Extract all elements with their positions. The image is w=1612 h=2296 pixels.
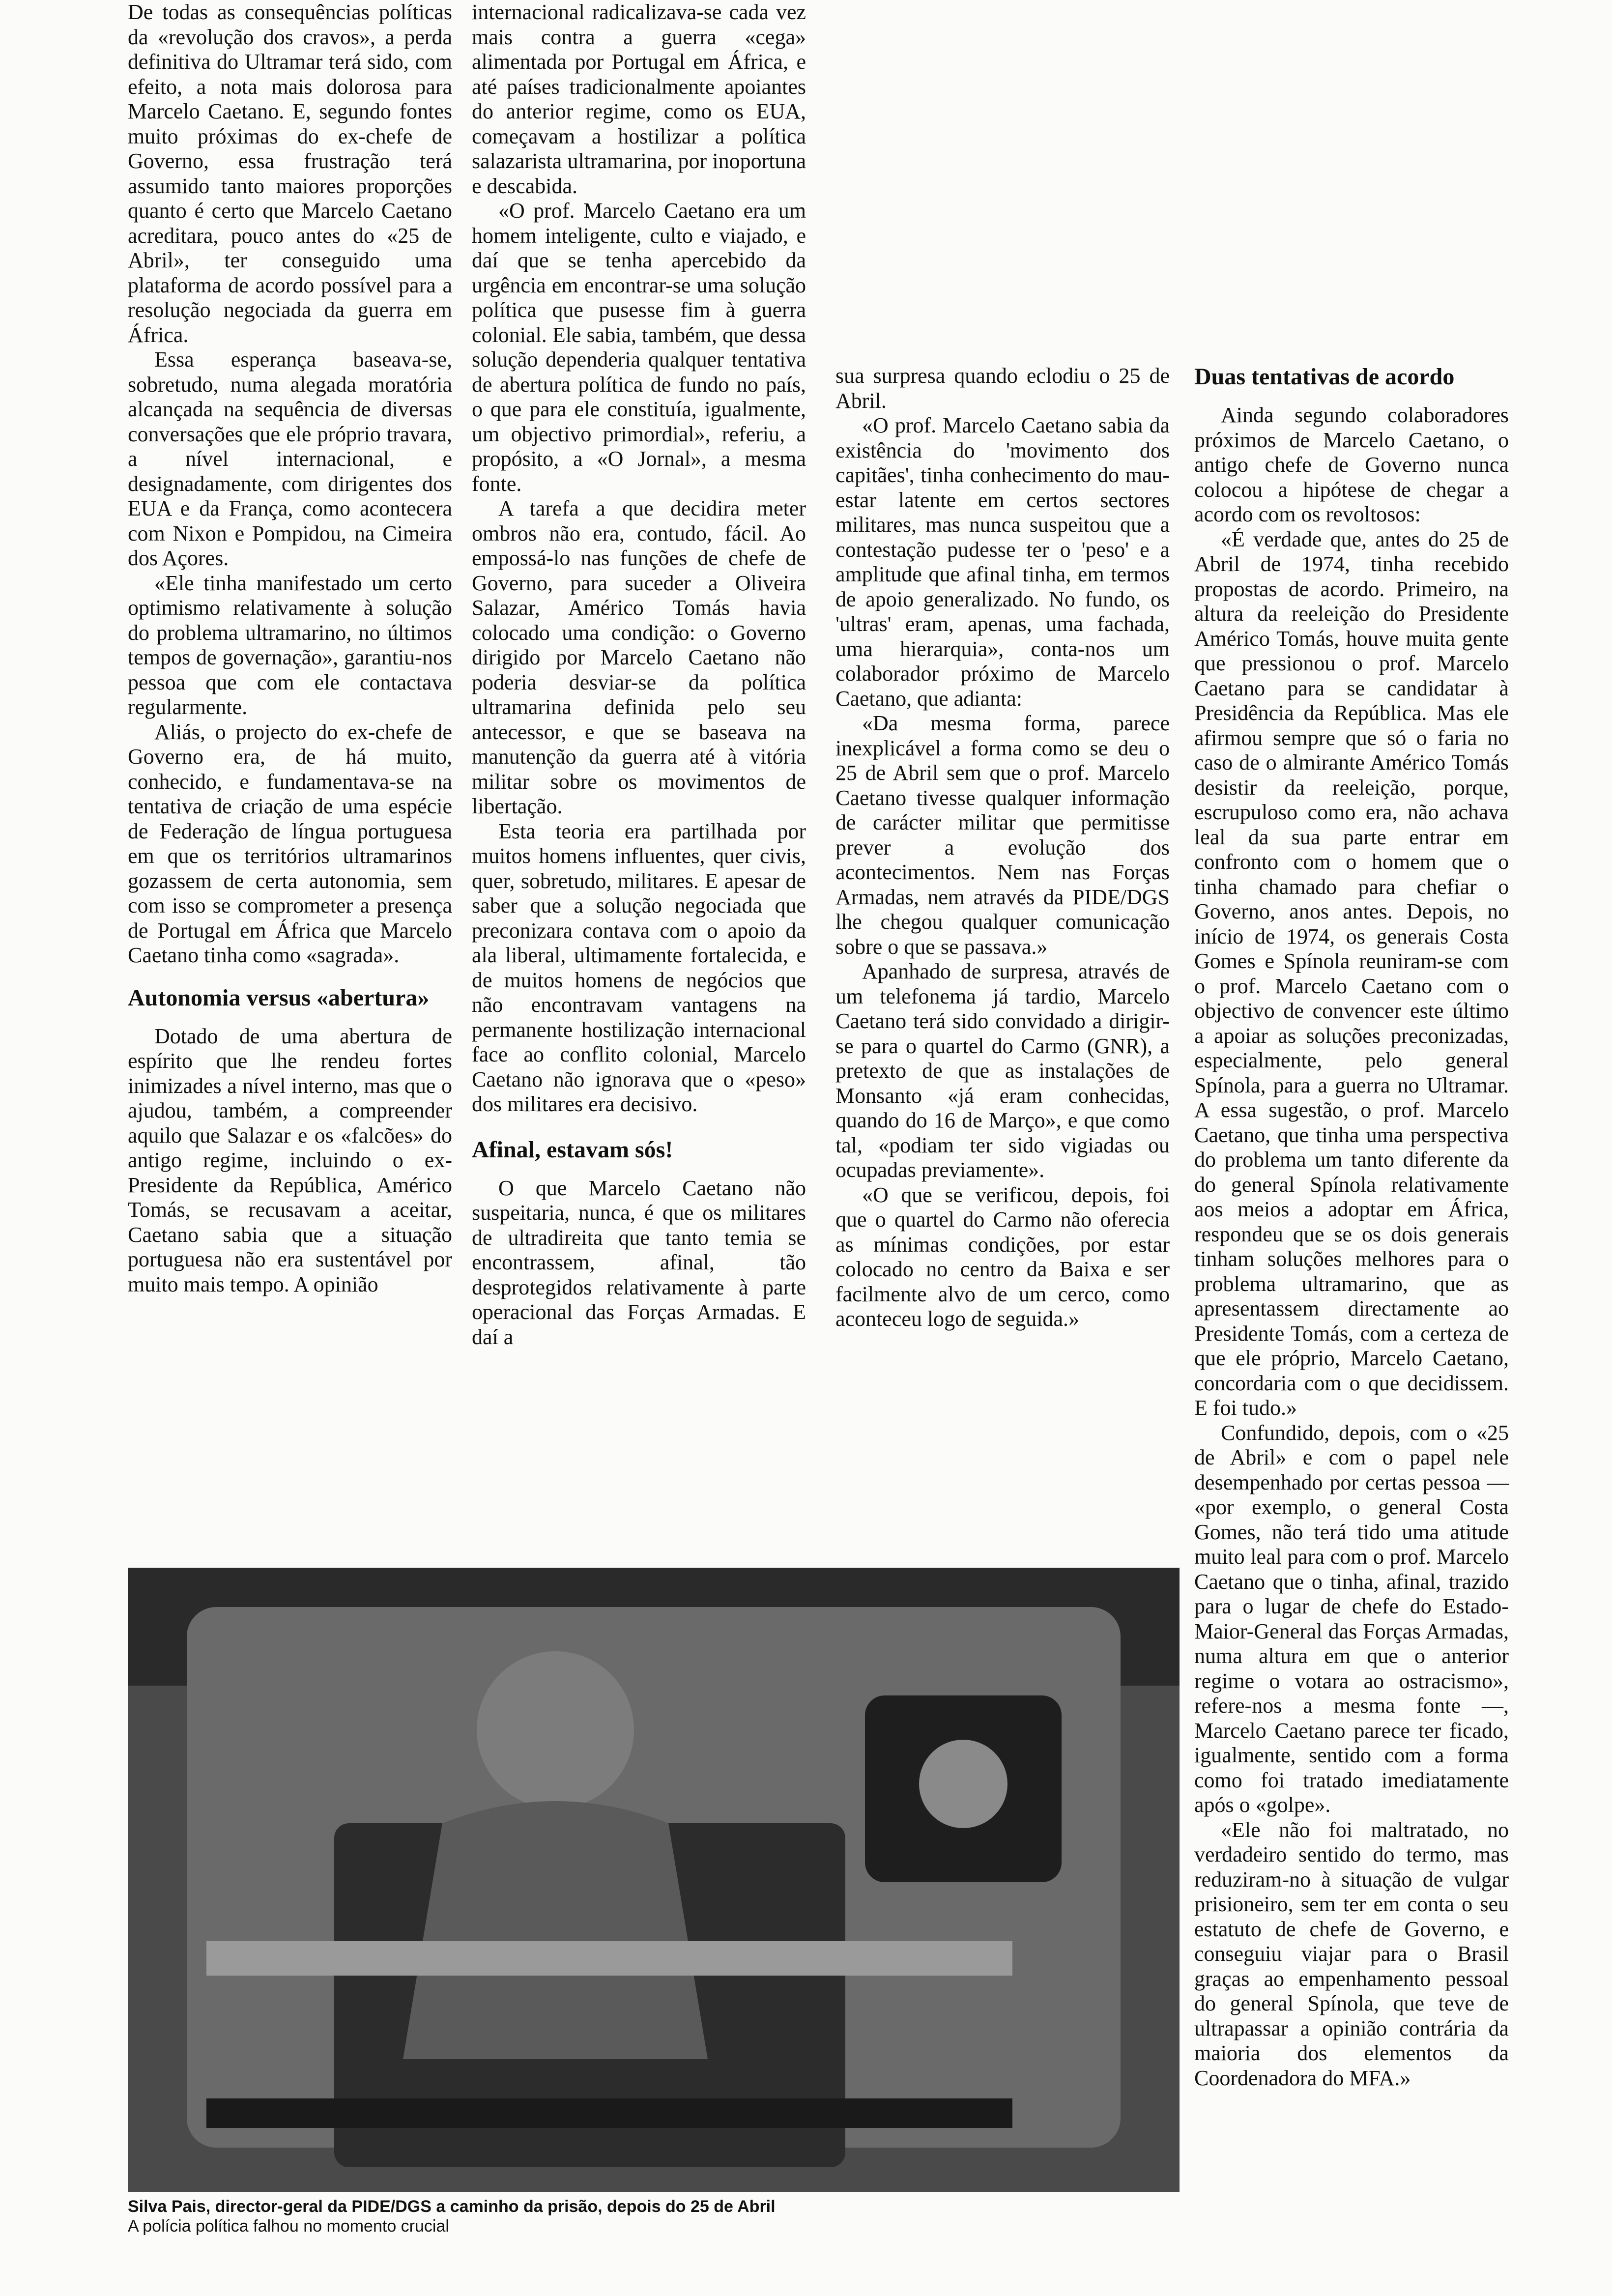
paragraph: «O que se verificou, depois, foi que o quartel do Carmo não oferecia as mínimas condições, por estar colocado no centro da Baixa e ser facilmente alvo de um cerco, como aconteceu logo de seguida.» bbox=[835, 1182, 1170, 1331]
section-heading: Autonomia versus «abertura» bbox=[128, 984, 430, 1011]
paragraph: «Da mesma forma, parece inexplicável a forma como se deu o 25 de Abril sem que o prof. Marcelo Caetano tivesse qualquer informação de carácter militar que permitisse prever a evolução dos acontecimentos. Nem nas Forças Armadas, nem através da PIDE/DGS lhe chegou qualquer comunicação sobre o que se passava.» bbox=[835, 711, 1170, 959]
photo-illustration bbox=[128, 1568, 1180, 2192]
paragraph: Esta teoria era partilhada por muitos homens influentes, quer civis, quer, sobretudo, militares. E apesar de saber que a solução negociada que preconizara contava com o apoio da ala liberal, ultimamente fortalecida, e de muitos homens de negócios que não encontravam vantagens na permanente hostilização internacional face ao conflito colonial, Marcelo Caetano não ignorava que o «peso» dos militares era decisivo. bbox=[472, 819, 806, 1116]
photo-caption bbox=[128, 2197, 1180, 2236]
article-column-3 bbox=[835, 364, 1170, 1558]
article-column-2 bbox=[472, 0, 806, 1349]
paragraph: internacional radicalizava-se cada vez mais contra a guerra «cega» alimentada por Portugal em África, e até países tradicionalmente apoiantes do anterior regime, como os EUA, começavam a hostilizar a política salazarista ultramarina, por inoportuna e descabida. bbox=[472, 0, 806, 198]
paragraph: Dotado de uma abertura de espírito que lhe rendeu fortes inimizades a nível interno, mas que o ajudou, também, a compreender aquilo que Salazar e os «falcões» do antigo regime, incluindo o ex-Presidente da República, Américo Tomás, se recusavam a aceitar, Caetano sabia que a situação portuguesa não era sustentável por muito mais tempo. A opinião bbox=[128, 1024, 452, 1296]
paragraph: O que Marcelo Caetano não suspeitaria, nunca, é que os militares de ultradireita que tanto temia se encontrassem, afinal, tão desprotegidos relativamente à parte operacional das Forças Armadas. E daí a bbox=[472, 1176, 806, 1349]
article-column-4 bbox=[1194, 364, 1509, 2275]
paragraph: Apanhado de surpresa, através de um telefonema já tardio, Marcelo Caetano terá sido convidado a dirigir-se para o quartel do Carmo (GNR), a pretexto de que as instalações de Monsanto «já eram conhecidas, quando do 16 de Março», e que como tal, «podiam ter sido vigiadas ou ocupadas previamente». bbox=[835, 959, 1170, 1182]
news-photo bbox=[128, 1568, 1180, 2192]
paragraph: sua surpresa quando eclodiu o 25 de Abril. bbox=[835, 364, 1170, 413]
section-heading: Afinal, estavam sós! bbox=[472, 1136, 673, 1163]
paragraph: A tarefa a que decidira meter ombros não era, contudo, fácil. Ao empossá-lo nas funções de chefe de Governo, para suceder a Oliveira Salazar, Américo Tomás havia colocado uma condição: o Governo dirigido por Marcelo Caetano não poderia desviar-se da política ultramarina definida pelo seu antecessor, e que se baseava na manutenção da guerra até à vitória militar sobre os movimentos de libertação. bbox=[472, 496, 806, 818]
paragraph: «O prof. Marcelo Caetano era um homem inteligente, culto e viajado, e daí que se tenha apercebido da urgência em encontrar-se uma solução política que pusesse fim à guerra colonial. Ele sabia, também, que dessa solução dependeria qualquer tentativa de abertura política de fundo no país, o que para ele constituía, igualmente, um objectivo primordial», referiu, a propósito, a «O Jornal», a mesma fonte. bbox=[472, 199, 806, 496]
paragraph: «Ele tinha manifestado um certo optimismo relativamente à solução do problema ultramarino, no últimos tempos de governação», garantiu-nos pessoa que com ele contactava regularmente. bbox=[128, 571, 452, 719]
article-column-1 bbox=[128, 0, 452, 1558]
caption-line-1: Silva Pais, director-geral da PIDE/DGS a caminho da prisão, depois do 25 de Abril bbox=[128, 2197, 776, 2216]
paragraph: De todas as consequências políticas da «revolução dos cravos», a perda definitiva do Ultramar terá sido, com efeito, a nota mais dolorosa para Marcelo Caetano. E, segundo fontes muito próximas do ex-chefe de Governo, essa frustração terá assumido tanto maiores proporções quanto é certo que Marcelo Caetano acreditara, pouco antes do «25 de Abril», ter conseguido uma plataforma de acordo possível para a resolução negociada da guerra em África. bbox=[128, 0, 452, 347]
paragraph: Ainda segundo colaboradores próximos de Marcelo Caetano, o antigo chefe de Governo nunca colocou a hipótese de chegar a acordo com os revoltosos: bbox=[1194, 403, 1509, 526]
caption-line-2: A polícia política falhou no momento crucial bbox=[128, 2217, 449, 2236]
paragraph: Confundido, depois, com o «25 de Abril» e com o papel nele desempenhado por certas pessoa — «por exemplo, o general Costa Gomes, não terá tido uma atitude muito leal para com o prof. Marcelo Caetano que o tinha, afinal, trazido para o lugar de chefe do Estado-Maior-General das Forças Armadas, numa altura em que o anterior regime o votara ao ostracismo», refere-nos a mesma fonte —, Marcelo Caetano parece ter ficado, igualmente, sentido com a forma como foi tratado imediatamente após o «golpe». bbox=[1194, 1420, 1509, 1817]
section-heading: Duas tentativas de acordo bbox=[1194, 364, 1455, 390]
paragraph: Aliás, o projecto do ex-chefe de Governo era, de há muito, conhecido, e fundamentava-se na tentativa de criação de uma espécie de Federação de língua portuguesa em que os territórios ultramarinos gozassem de certa autonomia, sem com isso se comprometer a presença de Portugal em África que Marcelo Caetano tinha como «sagrada». bbox=[128, 719, 452, 967]
paragraph: «Ele não foi maltratado, no verdadeiro sentido do termo, mas reduziram-no à situação de vulgar prisioneiro, sem ter em conta o seu estatuto de chefe de Governo, e conseguiu viajar para o Brasil graças ao empenhamento pessoal do general Spínola, que teve de ultrapassar a opinião contrária da maioria dos elementos da Coordenadora do MFA.» bbox=[1194, 1817, 1509, 2090]
paragraph: Essa esperança baseava-se, sobretudo, numa alegada moratória alcançada na sequência de diversas conversações que ele próprio travara, a nível internacional, e designadamente, com dirigentes dos EUA e da França, como acontecera com Nixon e Pompidou, na Cimeira dos Açores. bbox=[128, 347, 452, 570]
paragraph: «O prof. Marcelo Caetano sabia da existência do 'movimento dos capitães', tinha conhecimento do mau-estar latente em certos sectores militares, mas nunca suspeitou que a contestação pudesse ter o 'peso' e a amplitude que afinal tinha, em termos de apoio generalizado. No fundo, os 'ultras' eram, apenas, uma fachada, uma hierarquia», conta-nos um colaborador próximo de Marcelo Caetano, que adianta: bbox=[835, 413, 1170, 711]
paragraph: «É verdade que, antes do 25 de Abril de 1974, tinha recebido propostas de acordo. Primeiro, na altura da reeleição do Presidente Américo Tomás, houve muita gente que pressionou o prof. Marcelo Caetano para se candidatar à Presidência da República. Mas ele afirmou sempre que só o faria no caso de o almirante Américo Tomás desistir da reeleição, porque, escrupuloso como era, não achava leal da sua parte entrar em confronto com o homem que o tinha chamado para chefiar o Governo, anos antes. Depois, no início de 1974, os generais Costa Gomes e Spínola reuniram-se com o prof. Marcelo Caetano com o objectivo de convencer este último a apoiar as soluções preconizadas, especialmente, pelo general Spínola, para a guerra no Ultramar. A essa sugestão, o prof. Marcelo Caetano, que tinha uma perspectiva do problema um tanto diferente da do general Spínola relativamente aos meios a adoptar em África, respondeu que se os dois generais tinham soluções melhores para o problema ultramarino, que as apresentassem directamente ao Presidente Tomás, com a certeza de que ele próprio, Marcelo Caetano, concordaria com o que decidissem. E foi tudo.» bbox=[1194, 527, 1509, 1420]
